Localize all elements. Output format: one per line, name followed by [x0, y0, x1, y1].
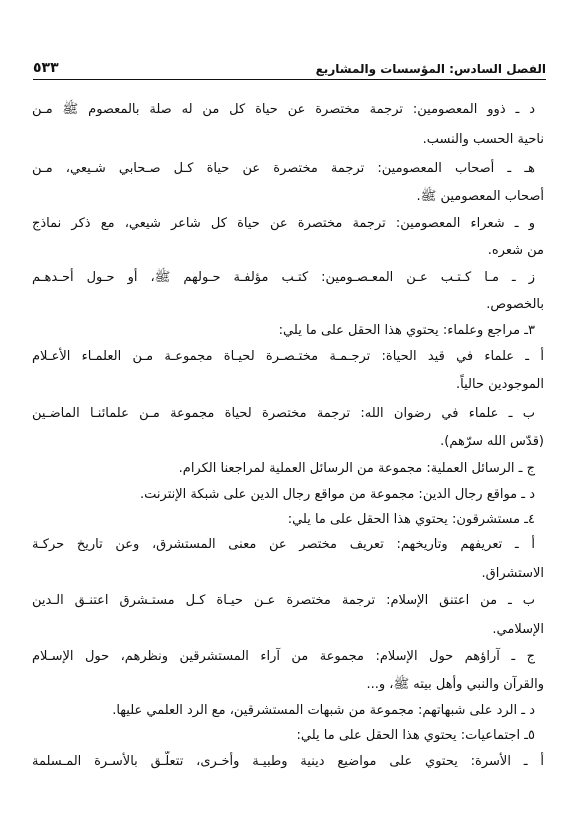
text-line: ب ـ علماء في رضوان الله: ترجمة مختصرة لحياة مجموعة مـن علمائنـا الماضـين [32, 406, 535, 421]
text-line: ٣ـ مراجع وعلماء: يحتوي هذا الحقل على ما يلي: [278, 323, 535, 338]
text-line: ٥ـ اجتماعيات: يحتوي هذا الحقل على ما يلي: [296, 728, 535, 743]
text-line: أصحاب المعصومين ﷺ. [416, 189, 544, 204]
text-line: ناحية الحسب والنسب. [422, 132, 544, 147]
text-line: أ ـ الأسرة: يحتوي على مواضيع دينية وطبيـة وأخـرى، تتعلّـق بالأسـرة المـسلمة [32, 754, 544, 769]
text-line: و ـ شعراء المعصومين: ترجمة مختصرة عن حياة كل شاعر شيعي، مع ذكر نماذج [32, 216, 535, 231]
text-line: (قدّس الله سرّهم). [440, 434, 544, 449]
text-line: ٤ـ مستشرقون: يحتوي هذا الحقل على ما يلي: [287, 512, 535, 527]
text-line: هـ ـ أصحاب المعصومين: ترجمة مختصرة عن حياة كـل صـحابي شـيعي، مـن [32, 161, 535, 176]
text-line: الموجودين حالياً. [456, 377, 544, 392]
text-line: والقرآن والنبي وأهل بيته ﷺ، و... [366, 677, 544, 692]
text-line: د ـ ذوو المعصومين: ترجمة مختصرة عن حياة كل من له صلة بالمعصوم ﷺ مـن [32, 102, 535, 117]
text-line: بالخصوص. [486, 297, 544, 312]
running-title: الفصل السادس: المؤسسات والمشاريع [315, 62, 546, 76]
text-line: من شعره. [487, 243, 544, 258]
text-line: ب ـ من اعتنق الإسلام: ترجمة مختصرة عـن حيـاة كـل مستـشرق اعتنـق الـدين [32, 593, 535, 608]
text-line: أ ـ علماء في قيد الحياة: ترجـمـة مختـصـرة لحيـاة مجموعـة مـن العلمـاء الأعـلام [32, 349, 544, 364]
text-line: ج ـ الرسائل العملية: مجموعة من الرسائل العملية لمراجعنا الكرام. [178, 461, 535, 476]
text-line: أ ـ تعريفهم وتاريخهم: تعريف مختصر عن معنى المستشرق، وعن تاريخ حركـة [32, 537, 535, 552]
text-line: الاستشراق. [481, 566, 544, 581]
text-line: ز ـ مـا كـتـب عـن المعـصـومين: كتـب مؤلفـة حـولهم ﷺ، أو حـول أحـدهـم [32, 270, 535, 285]
text-line: الإسلامي. [492, 622, 544, 637]
page-number: ٥٣٣ [33, 60, 59, 76]
text-line: د ـ الرد على شبهاتهم: مجموعة من شبهات المستشرقين، مع الرد العلمي عليها. [112, 703, 535, 718]
text-line: د ـ مواقع رجال الدين: مجموعة من مواقع رجال الدين على شبكة الإنترنت. [140, 487, 535, 502]
page-header [33, 54, 546, 80]
text-line: ج ـ آراؤهم حول الإسلام: مجموعة من آراء المستشرقين ونظرهم، حول الإسـلام [32, 649, 535, 664]
